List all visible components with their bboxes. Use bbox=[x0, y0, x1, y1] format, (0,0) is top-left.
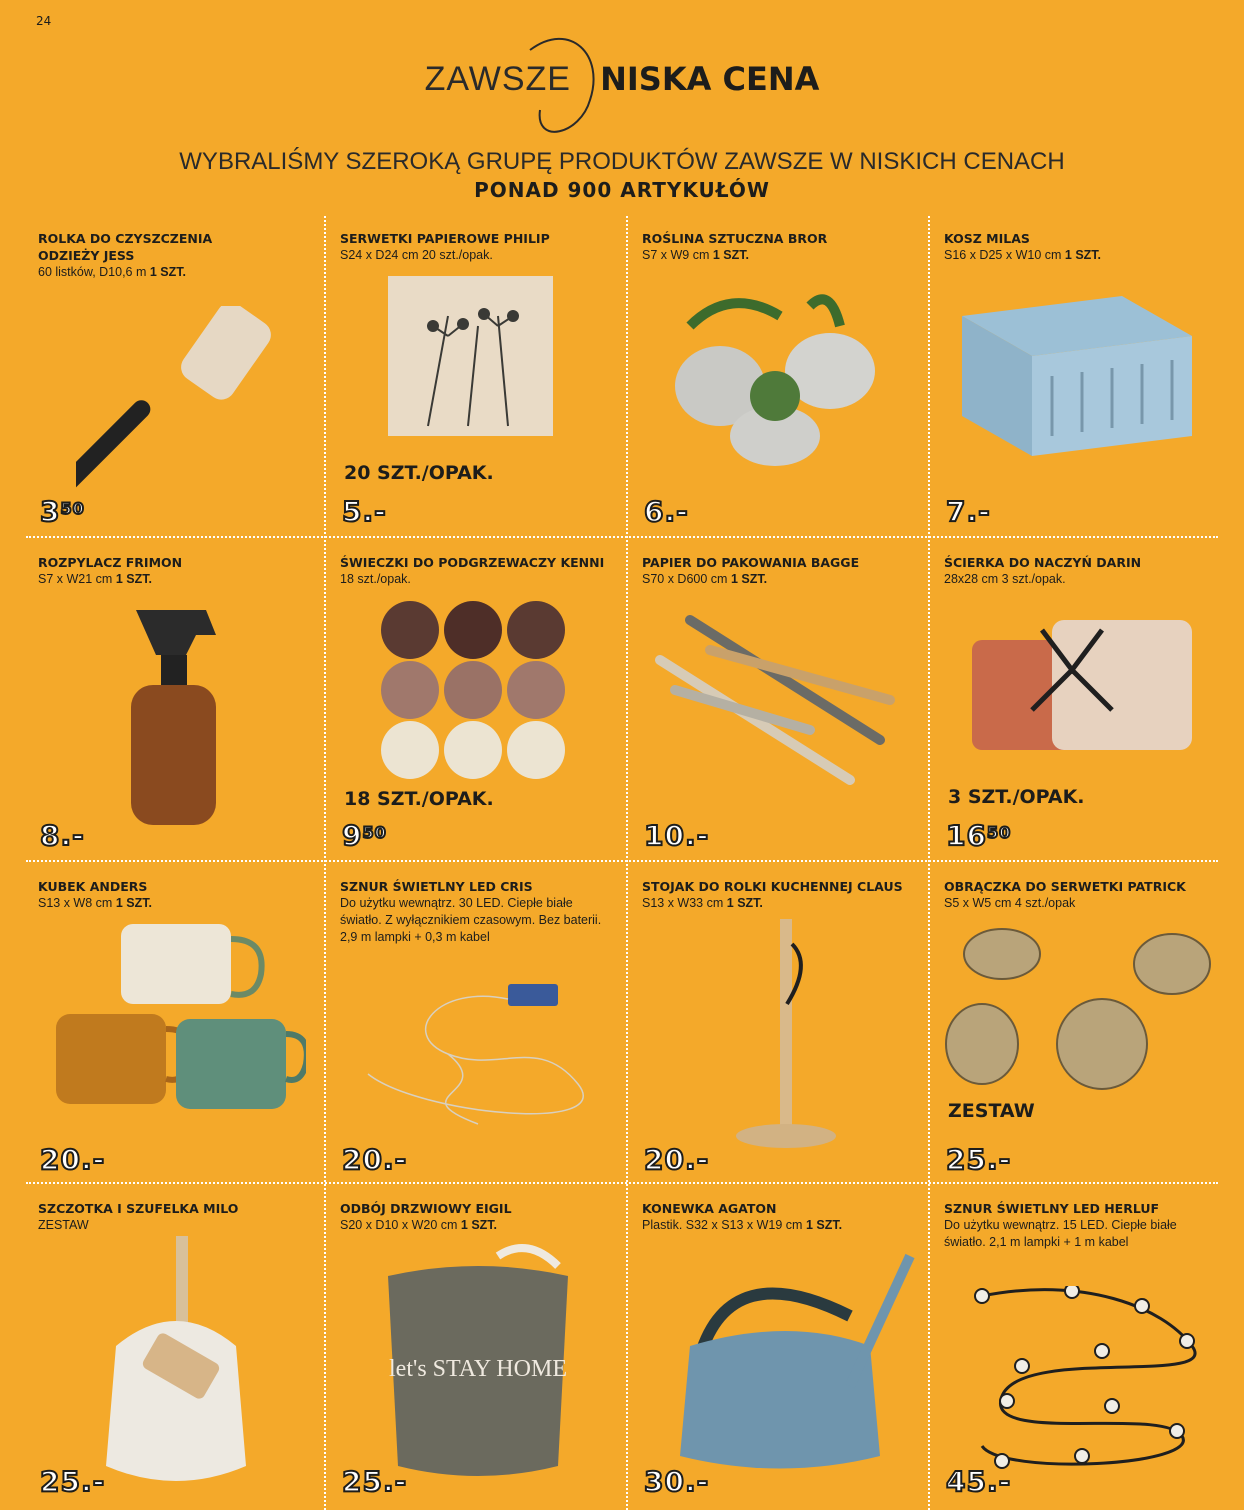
product-desc: S5 x W5 cm 4 szt./opak bbox=[944, 896, 1076, 910]
product-desc: S7 x W21 cm 1 SZT. bbox=[38, 572, 152, 586]
napkin-icon bbox=[388, 276, 558, 436]
price: 30.- bbox=[644, 1465, 710, 1498]
price: 20.- bbox=[40, 1143, 106, 1176]
product-card bbox=[932, 540, 1230, 860]
package-qty: 3 SZT./OPAK. bbox=[948, 786, 1085, 808]
price: 20.- bbox=[644, 1143, 710, 1176]
brand-right: NISKA CENA bbox=[600, 60, 820, 98]
product-card bbox=[328, 1186, 626, 1506]
door-stop-icon bbox=[378, 1236, 578, 1476]
product-card bbox=[26, 540, 324, 860]
price: $16^{50}$ bbox=[946, 819, 1012, 852]
product-desc: S13 x W33 cm 1 SZT. bbox=[642, 896, 763, 910]
product-card bbox=[328, 216, 626, 536]
product-grid bbox=[26, 216, 1218, 1510]
product-desc: 18 szt./opak. bbox=[340, 572, 411, 586]
divider bbox=[626, 216, 628, 1510]
product-name: ODBÓJ DRZWIOWY EIGIL bbox=[340, 1201, 512, 1216]
product-name: PAPIER DO PAKOWANIA BAGGE bbox=[642, 555, 860, 570]
dustpan-icon bbox=[96, 1236, 256, 1496]
spray-bottle-icon bbox=[116, 600, 236, 830]
package-qty: 20 SZT./OPAK. bbox=[344, 462, 494, 484]
product-card bbox=[26, 1186, 324, 1506]
product-name: KUBEK ANDERS bbox=[38, 879, 148, 894]
subheadline: PONAD 900 ARTYKUŁÓW bbox=[474, 178, 770, 202]
product-desc: S24 x D24 cm 20 szt./opak. bbox=[340, 248, 493, 262]
product-card bbox=[26, 216, 324, 536]
price: 10.- bbox=[644, 819, 710, 852]
plant-icon bbox=[660, 276, 900, 466]
product-desc: ZESTAW bbox=[38, 1218, 89, 1232]
product-name: SZNUR ŚWIETLNY LED HERLUF bbox=[944, 1201, 1160, 1216]
product-name: ROZPYLACZ FRIMON bbox=[38, 555, 183, 570]
price: 7.- bbox=[946, 495, 991, 528]
product-name: ROLKA DO CZYSZCZENIA ODZIEŻY JESS bbox=[38, 231, 213, 263]
price: 6.- bbox=[644, 495, 689, 528]
product-desc: S7 x W9 cm 1 SZT. bbox=[642, 248, 749, 262]
brand-swirl-icon bbox=[510, 30, 620, 150]
product-name: SERWETKI PAPIEROWE PHILIP bbox=[340, 231, 550, 246]
product-card bbox=[630, 864, 928, 1184]
tealight-icon bbox=[378, 600, 568, 780]
product-name: KOSZ MILAS bbox=[944, 231, 1030, 246]
product-name: ŚWIECZKI DO PODGRZEWACZY KENNI bbox=[340, 555, 605, 570]
product-name: SZCZOTKA I SZUFELKA MILO bbox=[38, 1201, 239, 1216]
product-desc: 60 listków, D10,6 m 1 SZT. bbox=[38, 265, 186, 279]
dish-cloth-icon bbox=[952, 600, 1202, 770]
product-desc: S20 x D10 x W20 cm 1 SZT. bbox=[340, 1218, 498, 1232]
towel-holder-icon bbox=[730, 914, 850, 1154]
bulb-string-icon bbox=[962, 1286, 1212, 1486]
price: 8.- bbox=[40, 819, 85, 852]
divider bbox=[26, 860, 1218, 862]
product-desc: Do użytku wewnątrz. 15 LED. Ciepłe białe światło. 2,1 m lampki + 1 m kabel bbox=[944, 1218, 1177, 1249]
price: 25.- bbox=[946, 1143, 1012, 1176]
product-desc: 28x28 cm 3 szt./opak. bbox=[944, 572, 1066, 586]
price: $9^{50}$ bbox=[342, 819, 387, 852]
page-number: 24 bbox=[36, 14, 52, 28]
brand-logo bbox=[0, 60, 1244, 120]
product-card bbox=[328, 864, 626, 1184]
mug-icon bbox=[46, 914, 306, 1124]
product-card bbox=[932, 216, 1230, 536]
price: 25.- bbox=[342, 1465, 408, 1498]
product-name: STOJAK DO ROLKI KUCHENNEJ CLAUS bbox=[642, 879, 903, 894]
price: 45.- bbox=[946, 1465, 1012, 1498]
headline: WYBRALIŚMY SZEROKĄ GRUPĘ PRODUKTÓW ZAWSZE W NISKICH CENACH bbox=[179, 148, 1065, 175]
door-stop-print: let's STAY HOME bbox=[389, 1356, 567, 1382]
package-qty: 18 SZT./OPAK. bbox=[344, 788, 494, 810]
product-name: ŚCIERKA DO NACZYŃ DARIN bbox=[944, 555, 1142, 570]
brand-left: ZAWSZE bbox=[424, 60, 571, 98]
product-card bbox=[630, 540, 928, 860]
product-card bbox=[932, 864, 1230, 1184]
product-desc: Do użytku wewnątrz. 30 LED. Ciepłe białe światło. Z wyłącznikiem czasowym. Bez baterii. 2,9 m lampki + 0,3 m kabel bbox=[340, 896, 602, 944]
divider bbox=[928, 216, 930, 1510]
product-card bbox=[932, 1186, 1230, 1506]
crate-icon bbox=[952, 296, 1202, 456]
price: 25.- bbox=[40, 1465, 106, 1498]
set-label: ZESTAW bbox=[948, 1100, 1035, 1122]
product-card bbox=[328, 540, 626, 860]
lint-roller-icon bbox=[76, 306, 276, 496]
fairy-lights-icon bbox=[358, 974, 598, 1134]
product-card bbox=[630, 1186, 928, 1506]
product-desc: S70 x D600 cm 1 SZT. bbox=[642, 572, 768, 586]
product-card bbox=[26, 864, 324, 1184]
divider bbox=[26, 536, 1218, 538]
watering-can-icon bbox=[650, 1236, 920, 1476]
product-desc: S16 x D25 x W10 cm 1 SZT. bbox=[944, 248, 1102, 262]
product-name: SZNUR ŚWIETLNY LED CRIS bbox=[340, 879, 533, 894]
napkin-ring-icon bbox=[942, 924, 1212, 1094]
product-name: ROŚLINA SZTUCZNA BROR bbox=[642, 231, 828, 246]
price: 5.- bbox=[342, 495, 387, 528]
divider bbox=[324, 216, 326, 1510]
product-name: OBRĄCZKA DO SERWETKI PATRICK bbox=[944, 879, 1186, 894]
product-card bbox=[630, 216, 928, 536]
price: 20.- bbox=[342, 1143, 408, 1176]
price: $3^{50}$ bbox=[40, 495, 85, 528]
product-name: KONEWKA AGATON bbox=[642, 1201, 777, 1216]
paper-roll-icon bbox=[650, 610, 910, 790]
product-desc: S13 x W8 cm 1 SZT. bbox=[38, 896, 152, 910]
product-desc: Plastik. S32 x S13 x W19 cm 1 SZT. bbox=[642, 1218, 843, 1232]
